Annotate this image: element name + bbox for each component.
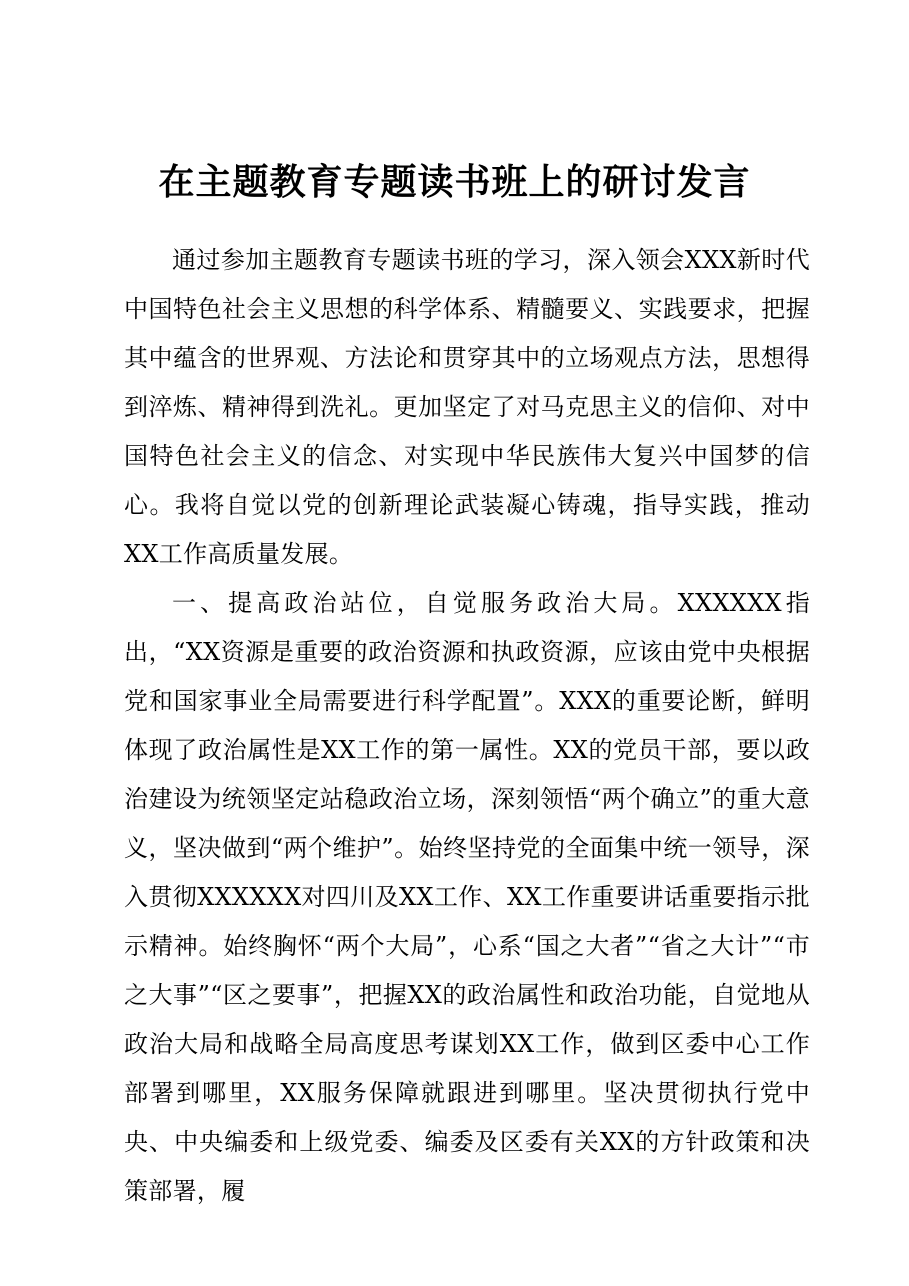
paragraph-intro: 通过参加主题教育专题读书班的学习，深入领会XXX新时代中国特色社会主义思想的科学体系、精髓要义、实践要求，把握其中蕴含的世界观、方法论和贯穿其中的立场观点方法，思想得到淬炼、精神得到洗礼。更加坚定了对马克思主义的信仰、对中国特色社会主义的信念、对实现中华民族伟大复兴中国梦的信心。我将自觉以党的创新理论武装凝心铸魂，指导实践，推动XX工作高质量发展。 [124,246,810,568]
document-body [124,236,810,1216]
paragraph-section-one: 一、提高政治站位，自觉服务政治大局。XXXXXX指出，“XX资源是重要的政治资源和执政资源，应该由党中央根据党和国家事业全局需要进行科学配置”。XXX的重要论断，鲜明体现了政治属性是XX工作的第一属性。XX的党员干部，要以政治建设为统领坚定站稳政治立场，深刻领悟“两个确立”的重大意义，坚决做到“两个维护”。始终坚持党的全面集中统一领导，深入贯彻XXXXXX对四川及XX工作、XX工作重要讲话重要指示批示精神。始终胸怀“两个大局”，心系“国之大者”“省之大计”“市之大事”“区之要事”，把握XX的政治属性和政治功能，自觉地从政治大局和战略全局高度思考谋划XX工作，做到区委中心工作部署到哪里，XX服务保障就跟进到哪里。坚决贯彻执行党中央、中央编委和上级党委、编委及区委有关XX的方针政策和决策部署，履 [124,589,810,1205]
document-title: 在主题教育专题读书班上的研讨发言 [158,161,751,203]
